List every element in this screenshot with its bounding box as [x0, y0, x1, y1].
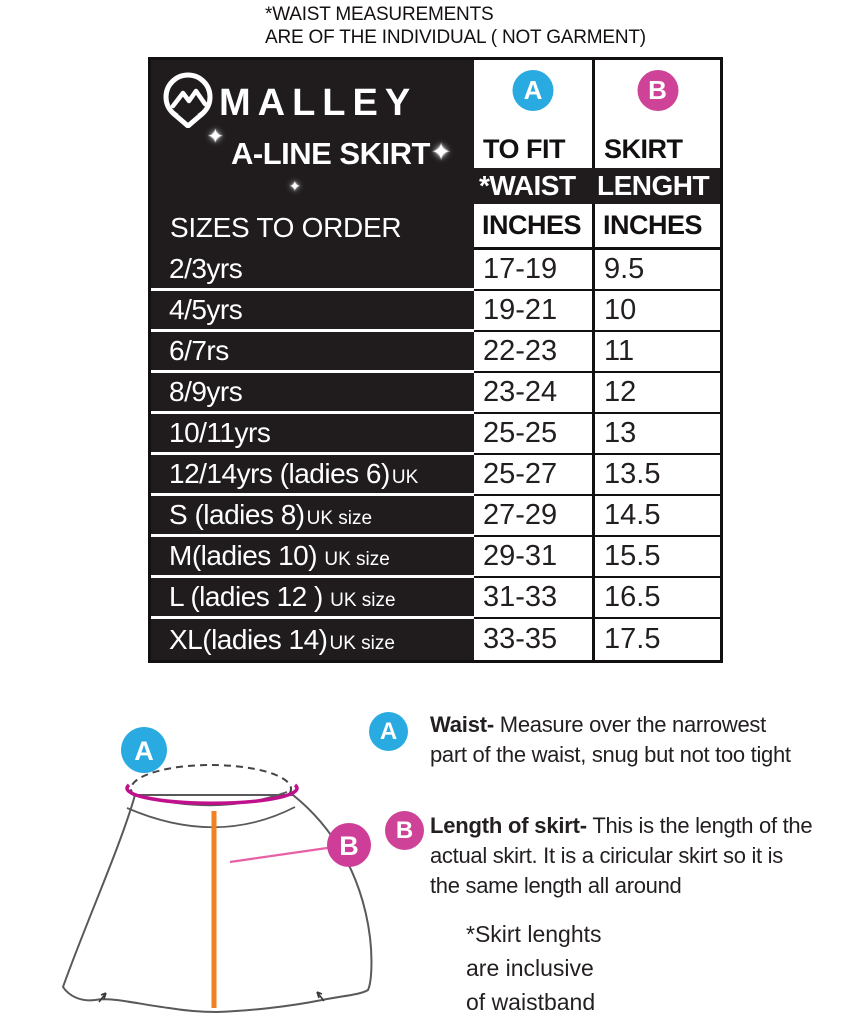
waist-measurement-note [265, 3, 646, 49]
sizes-to-order-label: SIZES TO ORDER [170, 212, 402, 243]
waist-value: 31-33 [474, 578, 592, 619]
legend-badge-a: A [369, 712, 408, 751]
size-label: S (ladies 8) UK size [151, 496, 474, 537]
waist-value: 25-25 [474, 414, 592, 455]
waist-value: 17-19 [474, 250, 592, 291]
column-a-unit-label: INCHES [474, 204, 592, 250]
length-value: 13.5 [592, 455, 720, 496]
legend-a-title: Waist- [430, 712, 494, 737]
waist-value: 25-27 [474, 455, 592, 496]
waist-value: 22-23 [474, 332, 592, 373]
sparkle-icon: ✦ [431, 139, 452, 166]
length-value: 15.5 [592, 537, 720, 578]
size-label: 6/7rs [151, 332, 474, 373]
size-label: M(ladies 10) UK size [151, 537, 474, 578]
malley-logo-icon [159, 70, 217, 128]
length-value: 11 [592, 332, 720, 373]
sparkle-icon: ✦ [207, 126, 224, 148]
size-label: 4/5yrs [151, 291, 474, 332]
column-b-unit-label: INCHES [592, 204, 720, 250]
length-value: 9.5 [592, 250, 720, 291]
legend-b-text: Length of skirt- This is the length of the actual skirt. It is a ciricular skirt so it is the same length all around [430, 813, 813, 898]
note-line-1: *WAIST MEASUREMENTS [265, 4, 494, 25]
diagram-marker-b: B [339, 831, 359, 861]
column-b-fit-label: SKIRT [604, 134, 683, 164]
legend-a-text: Waist- Measure over the narrowest part of the waist, snug but not too tight [430, 712, 791, 767]
size-label: XL(ladies 14) UK size [151, 619, 474, 660]
length-value: 16.5 [592, 578, 720, 619]
size-label: 12/14yrs (ladies 6) UK [151, 455, 474, 496]
waist-value: 19-21 [474, 291, 592, 332]
column-b-band-label: LENGHT [592, 168, 720, 204]
brand-wordmark: MALLEY [219, 82, 418, 124]
product-title: A-LINE SKIRT [231, 136, 430, 171]
waist-value: 27-29 [474, 496, 592, 537]
size-label: 8/9yrs [151, 373, 474, 414]
size-label: 2/3yrs [151, 250, 474, 291]
size-label: L (ladies 12 ) UK size [151, 578, 474, 619]
waist-value: 29-31 [474, 537, 592, 578]
waist-value: 23-24 [474, 373, 592, 414]
length-value: 12 [592, 373, 720, 414]
column-a-fit-label: TO FIT [483, 134, 565, 164]
column-a-header [474, 60, 592, 168]
column-a-band-label: *WAIST [474, 168, 592, 204]
skirt-length-footnote: *Skirt lenghts are inclusive of waistband [466, 921, 602, 1015]
badge-b: B [637, 70, 678, 111]
skirt-diagram [55, 695, 395, 1024]
size-label: 10/11yrs [151, 414, 474, 455]
sparkle-icon: ✦ [289, 178, 301, 194]
size-table [148, 57, 723, 663]
length-value: 10 [592, 291, 720, 332]
length-value: 13 [592, 414, 720, 455]
length-value: 17.5 [592, 619, 720, 660]
column-b-header [592, 60, 720, 168]
diagram-marker-a: A [134, 736, 154, 766]
legend-b-title: Length of skirt- [430, 813, 587, 838]
brand-panel [151, 60, 474, 250]
note-line-2: ARE OF THE INDIVIDUAL ( NOT GARMENT) [265, 27, 646, 48]
length-value: 14.5 [592, 496, 720, 537]
legend-badge-b: B [385, 811, 424, 850]
waist-value: 33-35 [483, 623, 558, 655]
badge-a: A [513, 70, 554, 111]
